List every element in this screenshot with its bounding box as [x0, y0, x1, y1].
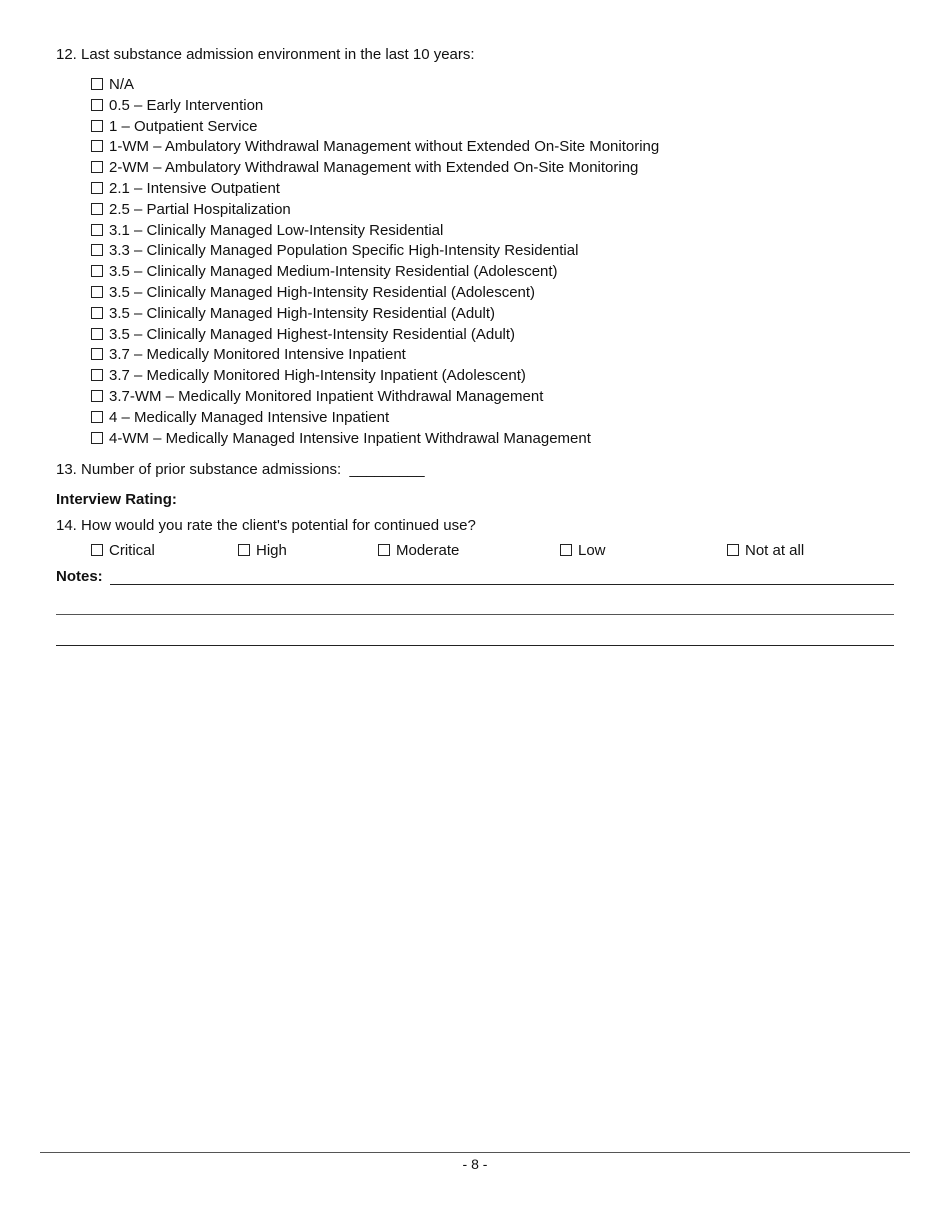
checkbox[interactable] [91, 348, 103, 360]
question-12-label: 12. Last substance admission environment in the last 10 years: [56, 46, 475, 63]
checkbox[interactable] [91, 99, 103, 111]
rating-high[interactable]: High [238, 541, 287, 561]
checkbox[interactable] [91, 390, 103, 402]
notes-line-3[interactable] [56, 645, 894, 646]
option-4-wm[interactable]: 4-WM – Medically Managed Intensive Inpatient Withdrawal Management [91, 429, 659, 450]
rating-moderate[interactable]: Moderate [378, 541, 459, 561]
checkbox[interactable] [91, 307, 103, 319]
checkbox[interactable] [91, 369, 103, 381]
checkbox[interactable] [91, 161, 103, 173]
checkbox[interactable] [91, 203, 103, 215]
checkbox[interactable] [91, 544, 103, 556]
option-3-5-highest-adult[interactable]: 3.5 – Clinically Managed Highest-Intensity Residential (Adult) [91, 325, 659, 346]
checkbox[interactable] [378, 544, 390, 556]
rating-critical[interactable]: Critical [91, 541, 155, 561]
option-3-1[interactable]: 3.1 – Clinically Managed Low-Intensity Residential [91, 221, 659, 242]
checkbox[interactable] [91, 120, 103, 132]
option-0-5[interactable]: 0.5 – Early Intervention [91, 96, 659, 117]
question-14-label: 14. How would you rate the client's potential for continued use? [56, 517, 476, 534]
checkbox[interactable] [238, 544, 250, 556]
option-3-5-high-adult[interactable]: 3.5 – Clinically Managed High-Intensity Residential (Adult) [91, 304, 659, 325]
checkbox[interactable] [91, 286, 103, 298]
prior-admissions-blank[interactable]: _________ [349, 461, 425, 478]
checkbox[interactable] [91, 78, 103, 90]
footer-divider [40, 1152, 910, 1153]
option-na[interactable]: N/A [91, 75, 659, 96]
option-3-3[interactable]: 3.3 – Clinically Managed Population Specific High-Intensity Residential [91, 241, 659, 262]
notes-line-1[interactable] [110, 584, 894, 585]
option-2-1[interactable]: 2.1 – Intensive Outpatient [91, 179, 659, 200]
option-3-7-adolescent[interactable]: 3.7 – Medically Monitored High-Intensity Inpatient (Adolescent) [91, 366, 659, 387]
checkbox[interactable] [560, 544, 572, 556]
question-13 [56, 460, 425, 480]
checkbox[interactable] [91, 411, 103, 423]
checkbox[interactable] [727, 544, 739, 556]
option-2-wm[interactable]: 2-WM – Ambulatory Withdrawal Management with Extended On-Site Monitoring [91, 158, 659, 179]
checkbox[interactable] [91, 265, 103, 277]
option-4[interactable]: 4 – Medically Managed Intensive Inpatient [91, 408, 659, 429]
checkbox[interactable] [91, 432, 103, 444]
option-1-wm[interactable]: 1-WM – Ambulatory Withdrawal Management without Extended On-Site Monitoring [91, 137, 659, 158]
checkbox[interactable] [91, 328, 103, 340]
checkbox[interactable] [91, 224, 103, 236]
option-3-7-wm[interactable]: 3.7-WM – Medically Monitored Inpatient Withdrawal Management [91, 387, 659, 408]
page-number: - 8 - [462, 1156, 488, 1172]
rating-low[interactable]: Low [560, 541, 606, 561]
option-3-5-medium-adolescent[interactable]: 3.5 – Clinically Managed Medium-Intensity Residential (Adolescent) [91, 262, 659, 283]
option-3-7[interactable]: 3.7 – Medically Monitored Intensive Inpatient [91, 345, 659, 366]
checkbox[interactable] [91, 182, 103, 194]
option-1[interactable]: 1 – Outpatient Service [91, 117, 659, 138]
question-12-options [91, 75, 659, 449]
question-13-label: 13. Number of prior substance admissions: [56, 461, 342, 478]
rating-not-at-all[interactable]: Not at all [727, 541, 804, 561]
checkbox[interactable] [91, 244, 103, 256]
option-2-5[interactable]: 2.5 – Partial Hospitalization [91, 200, 659, 221]
interview-rating-heading: Interview Rating: [56, 491, 177, 508]
notes-label: Notes: [56, 568, 103, 585]
checkbox[interactable] [91, 140, 103, 152]
notes-line-2[interactable] [56, 614, 894, 615]
option-3-5-high-adolescent[interactable]: 3.5 – Clinically Managed High-Intensity Residential (Adolescent) [91, 283, 659, 304]
